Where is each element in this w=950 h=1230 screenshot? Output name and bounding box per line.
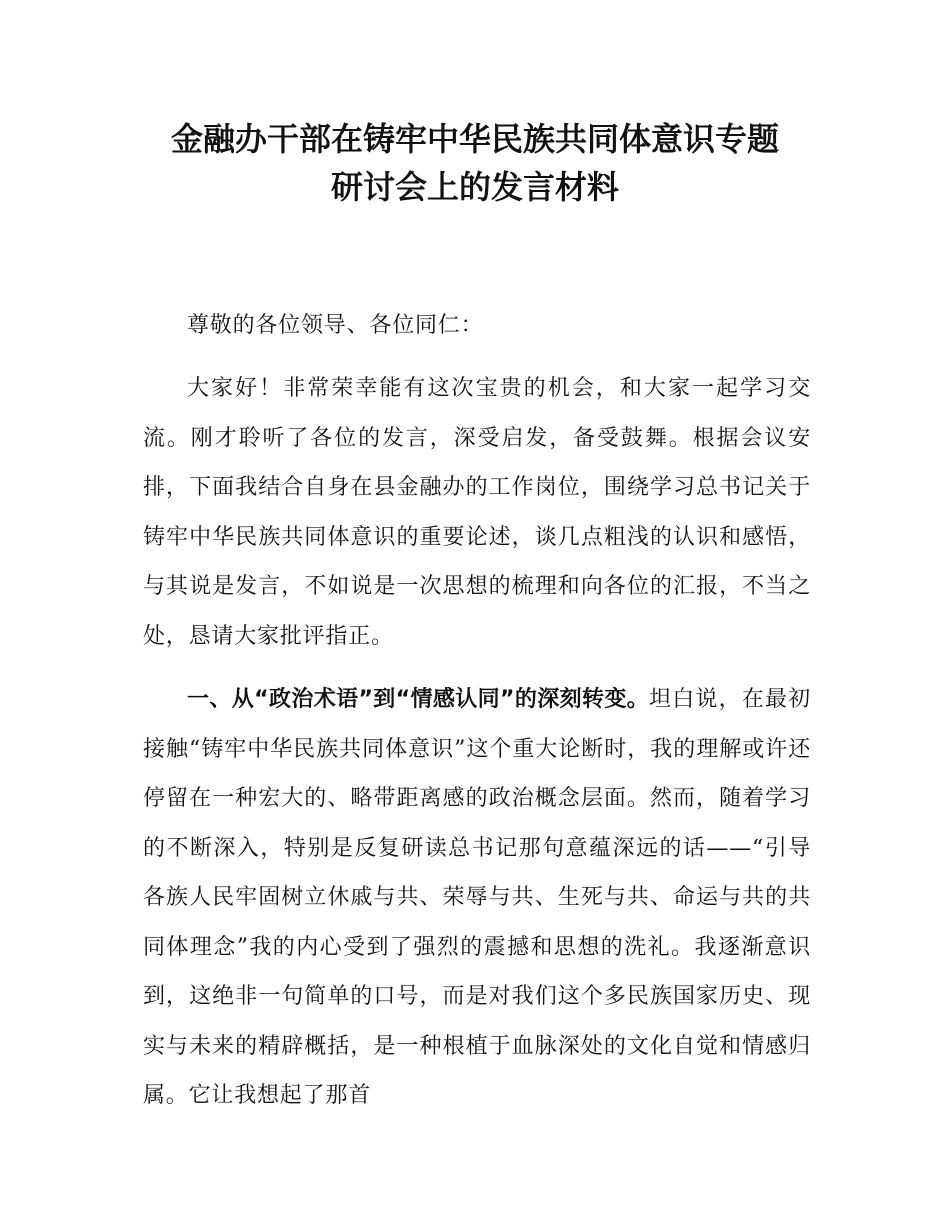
salutation: 尊敬的各位领导、各位同仁： (187, 313, 484, 338)
section-one-paragraph (143, 675, 811, 1121)
opening-paragraph: 大家好！非常荣幸能有这次宝贵的机会，和大家一起学习交流。刚才聆听了各位的发言，深受启发，备受鼓舞。根据会议安排，下面我结合自身在县金融办的工作岗位，围绕学习总书记关于铸牢中华民族共同体意识的重要论述，谈几点粗浅的认识和感悟，与其说是发言，不如说是一次思想的梳理和向各位的汇报，不当之处，恳请大家批评指正。 (143, 376, 811, 649)
section-one-heading: 一、从“政治术语”到“情感认同”的深刻转变。 (187, 687, 650, 712)
document-title-line-1: 金融办干部在铸牢中华民族共同体意识专题 (170, 120, 779, 158)
document-title-line-2: 研讨会上的发言材料 (330, 168, 619, 206)
section-one-body: 坦白说，在最初接触“铸牢中华民族共同体意识”这个重大论断时，我的理解或许还停留在一种宏大的、略带距离感的政治概念层面。然而，随着学习的不断深入，特别是反复研读总书记那句意蕴深远的话——“引导各族人民牢固树立休戚与共、荣辱与共、生死与共、命运与共的共同体理念”我的内心受到了强烈的震撼和思想的洗礼。我逐渐意识到，这绝非一句简单的口号，而是对我们这个多民族国家历史、现实与未来的精辟概括，是一种根植于血脉深处的文化自觉和情感归属。它让我想起了那首 (143, 687, 811, 1108)
